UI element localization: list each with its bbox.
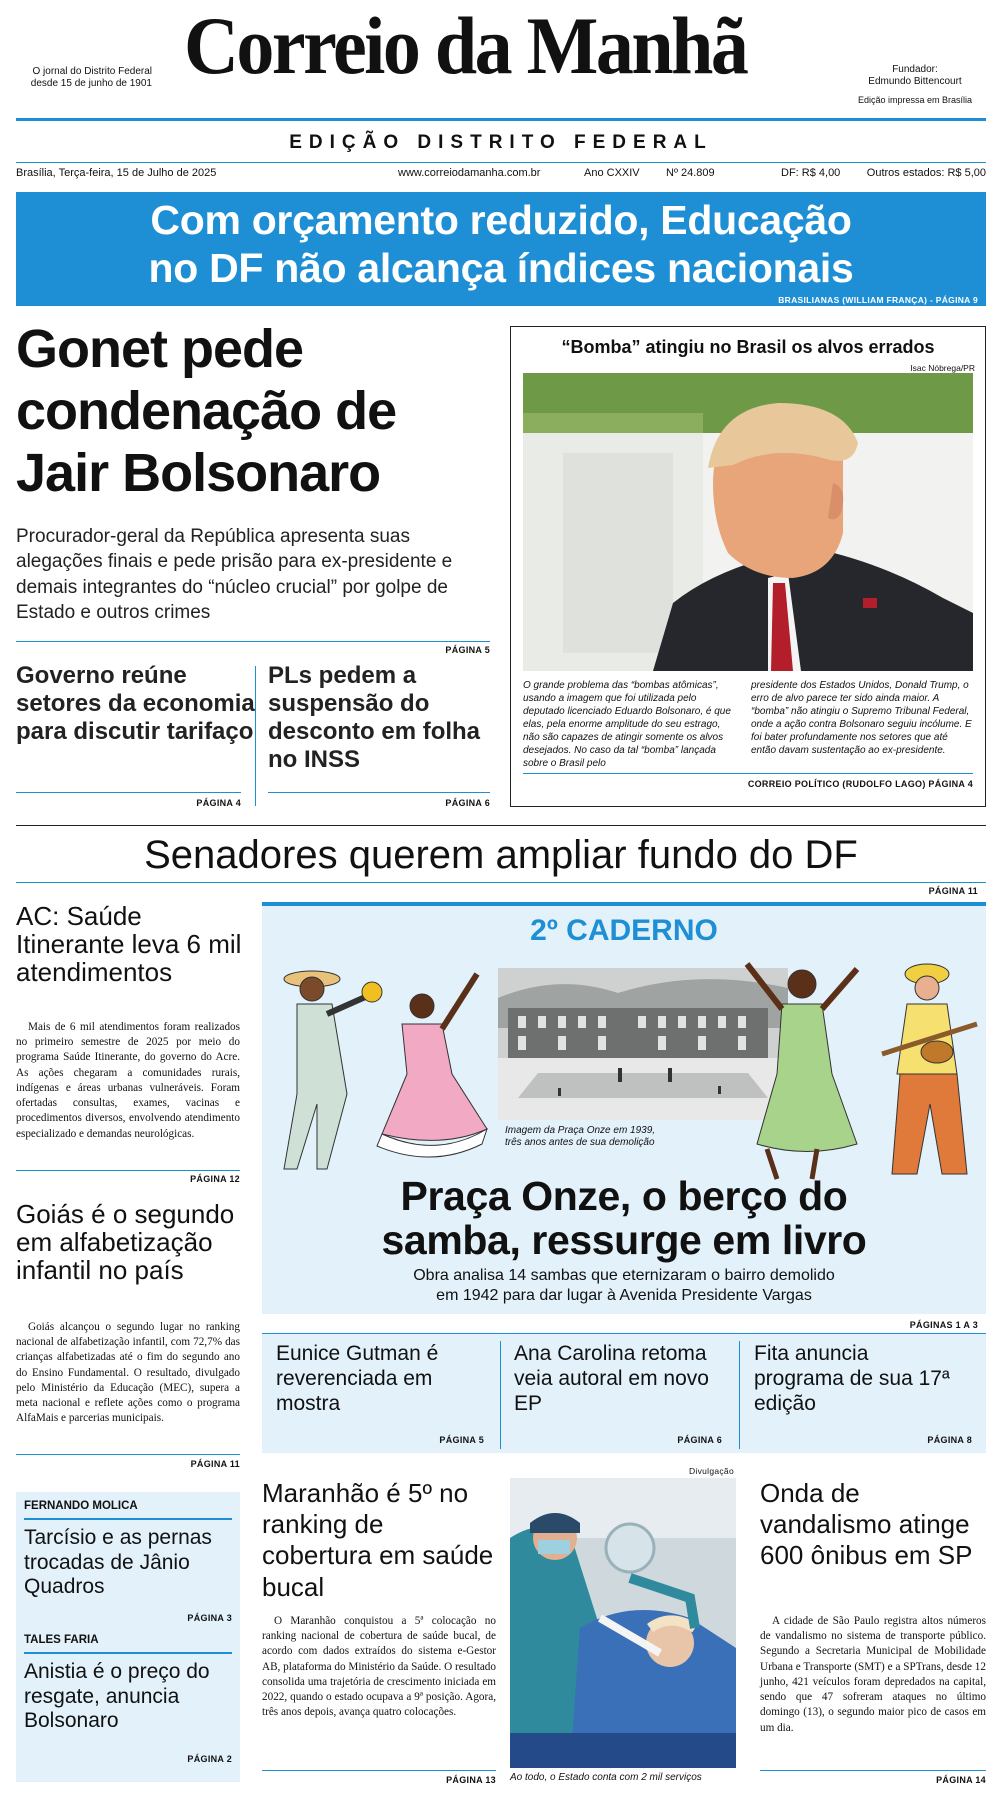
photo-box-title[interactable]: “Bomba” atingiu no Brasil os alvos errados [561,337,935,357]
column-page: PÁGINA 3 [187,1613,232,1623]
trump-photo [523,373,973,671]
maranhao-body: O Maranhão conquistou a 5ª colocação no ranking nacional de cobertura de saúde bucal, de acordo com dados extraídos do sistema e-Gestor AB, plataforma do Ministério da Saúde. O resultado consolida uma trajetória de crescimento iniciada em 2022, quando o estado ocupava a 9ª posição. Agora, três anos depois, avança quatro colocações. [262,1615,496,1719]
banner-headline[interactable]: Com orçamento reduzido, Educação no DF não alcança índices nacionais [16,192,986,306]
goias-body: Goiás alcançou o segundo lugar no ranking nacional de alfabetização infantil, com 72,7% das crianças alfabetizadas até o fim do segundo ano do Ensino Fundamental. O resultado, divulgado pelo Ministério da Educação (MEC), supera a meta nacional e reflete ações como o programa AlfaMais e parcerias municipais. [16,1321,240,1425]
ac-page: PÁGINA 12 [190,1174,240,1184]
print-edition-note: Edição impressa em Brasília [857,95,973,105]
columnist-name: FERNANDO MOLICA [24,1500,138,1512]
senate-rule [16,882,986,883]
caderno-page: PÁGINAS 1 A 3 [909,1320,978,1330]
vandalismo-body: A cidade de São Paulo registra altos números de vandalismo no sistema de transporte público. Segundo a Secretaria Municipal de Mobilidade Urbana e Transporte (SMT) e a SPTrans, desde 12 junho, 421 veículos foram depredados na capital, sendo que 47 sofreram ataques no último domingo (13), o segundo maior pico de casos em um dia. [760,1615,986,1734]
caderno-item-page: PÁGINA 8 [927,1435,972,1445]
photo-credit: Isac Nóbrega/PR [910,363,975,373]
caderno-items [262,1333,986,1453]
website-link[interactable]: www.correiodamanha.com.br [398,167,541,179]
caderno-deck: Obra analisa 14 sambas que eternizaram o bairro demolido em 1942 para dar lugar à Avenida Presidente Vargas [413,1267,835,1304]
masthead-rule [16,118,986,121]
photo-box-ref: CORREIO POLÍTICO (RUDOLFO LAGO) PÁGINA 4 [747,779,973,789]
lead-headline[interactable]: Gonet pede condenação de Jair Bolsonaro [16,319,397,503]
ac-headline[interactable]: AC: Saúde Itinerante leva 6 mil atendimentos [16,901,242,988]
senate-page: PÁGINA 11 [928,886,978,896]
senate-headline[interactable]: Senadores querem ampliar fundo do DF [144,833,858,877]
caderno-item-eunice[interactable]: Eunice Gutman é reverenciada em mostra [276,1342,439,1416]
sub-story-inss[interactable]: PLs pedem a suspensão do desconto em folha no INSS [268,662,481,774]
sub-left-rule [16,792,241,793]
dental-caption: Ao todo, o Estado conta com 2 mil serviços [510,1772,702,1783]
column-molica[interactable]: Tarcísio e as pernas trocadas de Jânio Quadros [24,1526,212,1599]
goias-page: PÁGINA 11 [190,1459,240,1469]
date: Brasília, Terça-feira, 15 de Julho de 2025 [16,167,217,179]
caderno-item-page: PÁGINA 6 [677,1435,722,1445]
banner-ref: BRASILIANAS (WILLIAM FRANÇA) - PÁGINA 9 [778,295,978,305]
goias-headline[interactable]: Goiás é o segundo em alfabetização infantil no país [16,1199,235,1286]
vandalismo-headline[interactable]: Onda de vandalismo atinge 600 ônibus em SP [760,1478,973,1571]
caderno-label[interactable]: 2º CADERNO [530,914,718,947]
issue-number: Nº 24.809 [666,167,715,179]
price-df: DF: R$ 4,00 [781,167,841,179]
caderno-item-ana-carolina[interactable]: Ana Carolina retoma veia autoral em novo EP [514,1342,709,1416]
columnist-name: TALES FARIA [24,1634,99,1646]
senate-top-rule [16,825,986,826]
photo-caption-left: O grande problema das “bombas atômicas”, usando a imagem que foi utilizada pelo deputado licenciado Eduardo Bolsonaro, é que elas, pela enorme amplitude do seu estrago, não são capazes de atingir somente os alvos desejados. No caso da tal “bomba” lançada sobre o Brasil pelo [523,680,731,769]
price-other: Outros estados: R$ 5,00 [866,167,986,179]
edition-rule [16,162,986,163]
dental-credit: Divulgação [688,1466,734,1476]
praca-photo-caption: Imagem da Praça Onze em 1939, três anos antes de sua demolição [505,1125,656,1148]
maranhao-page: PÁGINA 13 [446,1775,496,1785]
ac-body: Mais de 6 mil atendimentos foram realizados no primeiro semestre de 2025 por meio do programa Saúde Itinerante, do governo do Acre. As ações chegaram a comunidades rurais, indígenas e áreas urbanas vulneráveis. Foram ofertadas consultas, exames, vacinas e procedimentos diversos, envolvendo atendimento especializado e demandas neurológicas. [16,1021,240,1140]
samba-dancers-left [272,954,502,1174]
sub-right-rule [268,792,490,793]
samba-dancers-right [732,944,984,1184]
edition-label: EDIÇÃO DISTRITO FEDERAL [289,132,713,153]
vandalismo-page: PÁGINA 14 [936,1775,986,1785]
dental-photo [510,1478,736,1768]
caderno-headline[interactable]: Praça Onze, o berço do samba, ressurge em livro [381,1173,867,1263]
sub-right-page: PÁGINA 6 [445,798,490,808]
masthead-founder: Fundador: Edmundo Bittencourt [868,64,962,87]
sub-left-page: PÁGINA 4 [196,798,241,808]
vandalismo-rule [760,1770,986,1771]
masthead-tagline: O jornal do Distrito Federal desde 15 de junho de 1901 [30,66,152,89]
goias-rule [16,1454,240,1455]
lead-deck: Procurador-geral da República apresenta suas alegações finais e pede prisão para ex-presidente e demais integrantes do “núcleo crucial” por golpe de Estado e outros crimes [16,526,453,623]
sub-divider [255,666,256,806]
dateline [16,167,986,183]
columnists-box [16,1492,240,1782]
column-page: PÁGINA 2 [187,1754,232,1764]
photo-box [510,326,986,807]
maranhao-headline[interactable]: Maranhão é 5º no ranking de cobertura em saúde bucal [262,1478,494,1602]
caderno-item-fita[interactable]: Fita anuncia programa de sua 17ª edição [754,1342,950,1416]
column-faria[interactable]: Anistia é o preço do resgate, anuncia Bolsonaro [24,1660,210,1733]
caderno-item-page: PÁGINA 5 [439,1435,484,1445]
lead-page: PÁGINA 5 [445,645,490,655]
sub-story-tarifaco[interactable]: Governo reúne setores da economia para discutir tarifaço [16,662,255,746]
lead-rule [16,641,490,642]
year: Ano CXXIV [584,167,640,179]
masthead-logo[interactable]: Correio da Manhã [184,0,747,92]
photo-box-rule [523,773,973,774]
ac-rule [16,1170,240,1171]
photo-caption-right: presidente dos Estados Unidos, Donald Trump, o erro de alvo parece ter sido ainda maior. A “bomba” não atingiu o Supremo Tribunal Federal, onde a ação contra Bolsonaro seguiu incólume. E foi bater profundamente nos setores que até então davam sustentação ao ex-presidente. [751,680,972,756]
maranhao-rule [262,1770,496,1771]
caderno-box [262,902,986,1314]
